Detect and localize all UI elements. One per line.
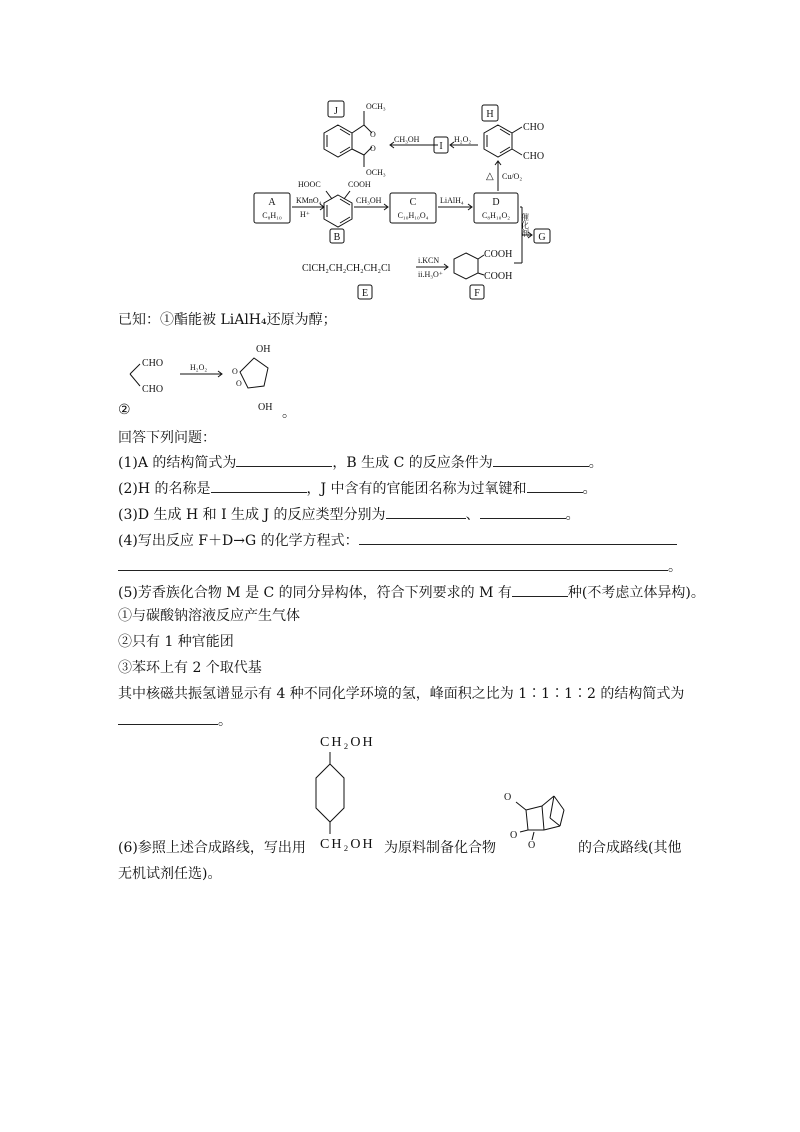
known-h2o2: H₂O₂	[190, 363, 208, 372]
q3-blank-b[interactable]	[480, 504, 566, 519]
heat-symbol: △	[486, 171, 494, 182]
known-line-1: 已知：①酯能被 LiAlH₄还原为醇；	[118, 312, 337, 328]
known-num-2: ②	[118, 402, 131, 418]
c-formula: C₁₀H₁₀O₄	[397, 211, 429, 220]
a-formula: C₈H₁₀	[262, 211, 282, 220]
q4-blank-b[interactable]	[118, 556, 668, 571]
label-I: I	[439, 141, 443, 152]
known-cho-1: CHO	[142, 358, 164, 369]
q5-answer-line	[118, 710, 232, 731]
question-1	[118, 452, 603, 473]
q6-target-structure	[498, 782, 578, 852]
known-oh-2: OH	[258, 402, 273, 413]
reagent-kmno4: KMnO₄	[296, 196, 322, 205]
q6-ch2oh-top: CH₂OH	[320, 735, 375, 750]
q6-o-b: O	[510, 830, 518, 841]
q1-blank-a[interactable]	[236, 452, 332, 467]
e-formula: ClCH₂CH₂CH₂CH₂Cl	[302, 263, 391, 274]
q6-text-b: 为原料制备化合物	[384, 840, 496, 856]
b-cooh: COOH	[348, 180, 371, 189]
d-formula: C₈H₁₀O₂	[481, 211, 511, 220]
j-oxygen-2: O	[370, 144, 376, 153]
h-cho-2: CHO	[523, 151, 545, 162]
question-3	[118, 504, 580, 525]
f-cooh-2: COOH	[484, 271, 513, 282]
q1-text-c: 。	[588, 455, 603, 471]
q2-blank-b[interactable]	[527, 478, 583, 493]
q2-blank-a[interactable]	[211, 478, 307, 493]
q6-o-c: O	[528, 840, 536, 851]
q5-requirement-2: ②只有 1 种官能团	[118, 634, 234, 650]
label-A: A	[268, 197, 276, 208]
label-G: G	[538, 232, 546, 243]
q4-blank-a[interactable]	[359, 530, 677, 545]
question-5	[118, 582, 705, 603]
q2-text-c: 。	[582, 481, 597, 497]
questions-intro: 回答下列问题：	[118, 430, 216, 446]
synthesis-scheme	[240, 95, 570, 305]
reagent-catalyst: 催化剂	[520, 213, 530, 237]
j-oxygen-1: O	[370, 130, 376, 139]
q2-text-b: ，J 中含有的官能团名称为过氧键和	[306, 481, 527, 497]
q5-requirement-1: ①与碳酸钠溶液反应产生气体	[118, 608, 300, 624]
reagent-ch3oh-2: CH₃OH	[356, 196, 382, 205]
q6-text-c: 的合成路线(其他	[578, 840, 682, 856]
label-B: B	[333, 232, 341, 243]
q6-ch2oh-bottom: CH₂OH	[320, 837, 375, 852]
q3-text-a: (3)D 生成 H 和 I 生成 J 的反应类型分别为	[118, 507, 386, 523]
reagent-h2o2: H₂O₂	[454, 135, 472, 144]
q2-text-a: (2)H 的名称是	[118, 481, 211, 497]
question-4-cont	[118, 556, 682, 577]
q5-requirement-3: ③苯环上有 2 个取代基	[118, 660, 262, 676]
q5-blank-a[interactable]	[512, 582, 568, 597]
q5-text-c: 其中核磁共振氢谱显示有 4 种不同化学环境的氢，峰面积之比为 1∶1∶1∶2 的结构简式为	[118, 686, 685, 702]
q3-text-c: 。	[565, 507, 580, 523]
reagent-kcn: i.KCN	[418, 256, 440, 265]
known-o-1: O	[232, 367, 238, 376]
peroxide-ring	[240, 358, 268, 388]
j-och3-top: OCH₃	[366, 102, 386, 111]
q5-text-b: 种(不考虑立体异构)。	[567, 585, 705, 601]
q3-blank-a[interactable]	[386, 504, 466, 519]
label-C: C	[409, 197, 417, 208]
q6-o-a: O	[504, 792, 512, 803]
known-reaction-2	[118, 340, 298, 420]
q6-text-d: 无机试剂任选)。	[118, 866, 222, 882]
q1-text-b: ，B 生成 C 的反应条件为	[332, 455, 493, 471]
reagent-cu-o2: Cu/O₂	[502, 172, 523, 181]
reagent-ch3oh-1: CH₃OH	[394, 135, 420, 144]
q1-text-a: (1)A 的结构简式为	[118, 455, 237, 471]
reagent-lialh4: LiAlH₄	[440, 196, 464, 205]
cyclohexane-ring	[316, 764, 344, 822]
h-cho-1: CHO	[523, 122, 545, 133]
q4-text-a: (4)写出反应 F＋D→G 的化学方程式：	[118, 533, 359, 549]
q5-blank-b[interactable]	[118, 710, 218, 725]
j-benzene-ring	[324, 125, 352, 157]
reagent-h3o: ii.H₃O⁺	[418, 270, 444, 279]
j-och3-bottom: OCH₃	[366, 168, 386, 177]
label-F: F	[474, 288, 480, 299]
f-cooh-1: COOH	[484, 249, 513, 260]
known-period: 。	[282, 405, 296, 421]
q3-text-b: 、	[465, 507, 480, 523]
label-E: E	[361, 288, 369, 299]
f-cyclohexane-ring	[454, 253, 478, 279]
label-H: H	[486, 109, 494, 120]
label-J: J	[334, 106, 338, 117]
known-oh-1: OH	[256, 344, 271, 355]
q6-text-a: (6)参照上述合成路线，写出用	[118, 840, 306, 856]
b-hooc: HOOC	[298, 180, 321, 189]
b-benzene-ring	[324, 195, 352, 227]
label-D: D	[492, 197, 500, 208]
known-o-2: O	[236, 379, 242, 388]
known-cho-2: CHO	[142, 384, 164, 395]
question-4	[118, 530, 677, 551]
reagent-hplus: H⁺	[300, 210, 310, 219]
q5-text-a: (5)芳香族化合物 M 是 C 的同分异构体，符合下列要求的 M 有	[118, 585, 512, 601]
known-item-2	[118, 400, 131, 420]
q5-end: 。	[218, 713, 232, 729]
q1-blank-b[interactable]	[493, 452, 589, 467]
h-benzene-ring	[484, 125, 512, 157]
q4-end: 。	[668, 559, 682, 575]
question-2	[118, 478, 597, 499]
